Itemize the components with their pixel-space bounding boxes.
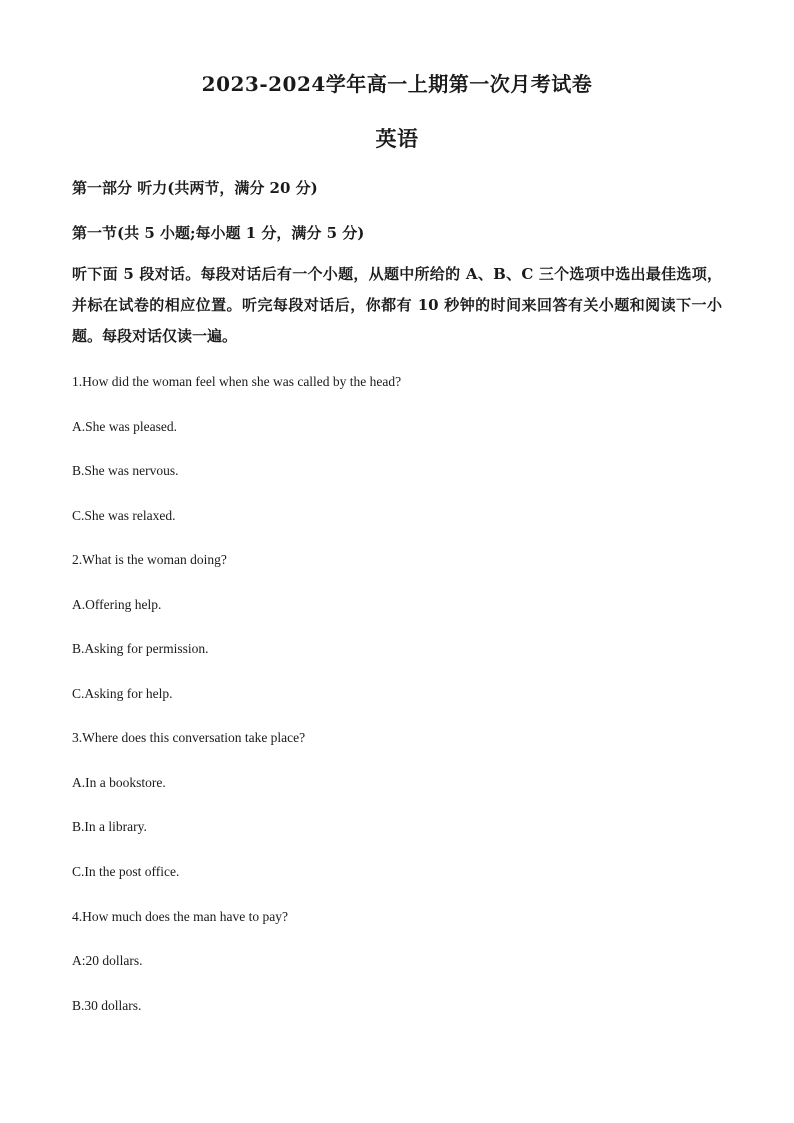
section-heading: 第一节(共 5 小题;每小题 1 分，满分 5 分) (72, 224, 365, 242)
instructions: 听下面 5 段对话。每段对话后有一个小题，从题中所给的 A、B、C 三个选项中选出最佳选项，并标在试卷的相应位置。听完每段对话后，你都有 10 秒钟的时间来回答有关小题和阅读下一小题。每段对话仅读一遍。 (72, 265, 722, 345)
option-3a: A.In a bookstore. (72, 775, 166, 790)
question-stem-2: 2.What is the woman doing? (72, 552, 227, 567)
option-2c: C.Asking for help. (72, 686, 173, 701)
option-3b: B.In a library. (72, 819, 147, 834)
option-1b: B.She was nervous. (72, 463, 179, 478)
option-1a: A.She was pleased. (72, 419, 177, 434)
subject-title: 英语 (375, 126, 419, 151)
question-stem-3: 3.Where does this conversation take place? (72, 730, 306, 745)
exam-title: 2023-2024学年高一上期第一次月考试卷 (201, 72, 593, 96)
question-stem-1: 1.How did the woman feel when she was called by the head? (72, 374, 402, 389)
question-stem-4: 4.How much does the man have to pay? (72, 909, 288, 924)
option-4b: B.30 dollars. (72, 998, 142, 1013)
option-2b: B.Asking for permission. (72, 641, 209, 656)
part-heading: 第一部分 听力(共两节，满分 20 分) (72, 179, 318, 197)
option-4a: A:20 dollars. (72, 953, 143, 968)
option-1c: C.She was relaxed. (72, 508, 176, 523)
option-3c: C.In the post office. (72, 864, 180, 879)
option-2a: A.Offering help. (72, 597, 162, 612)
